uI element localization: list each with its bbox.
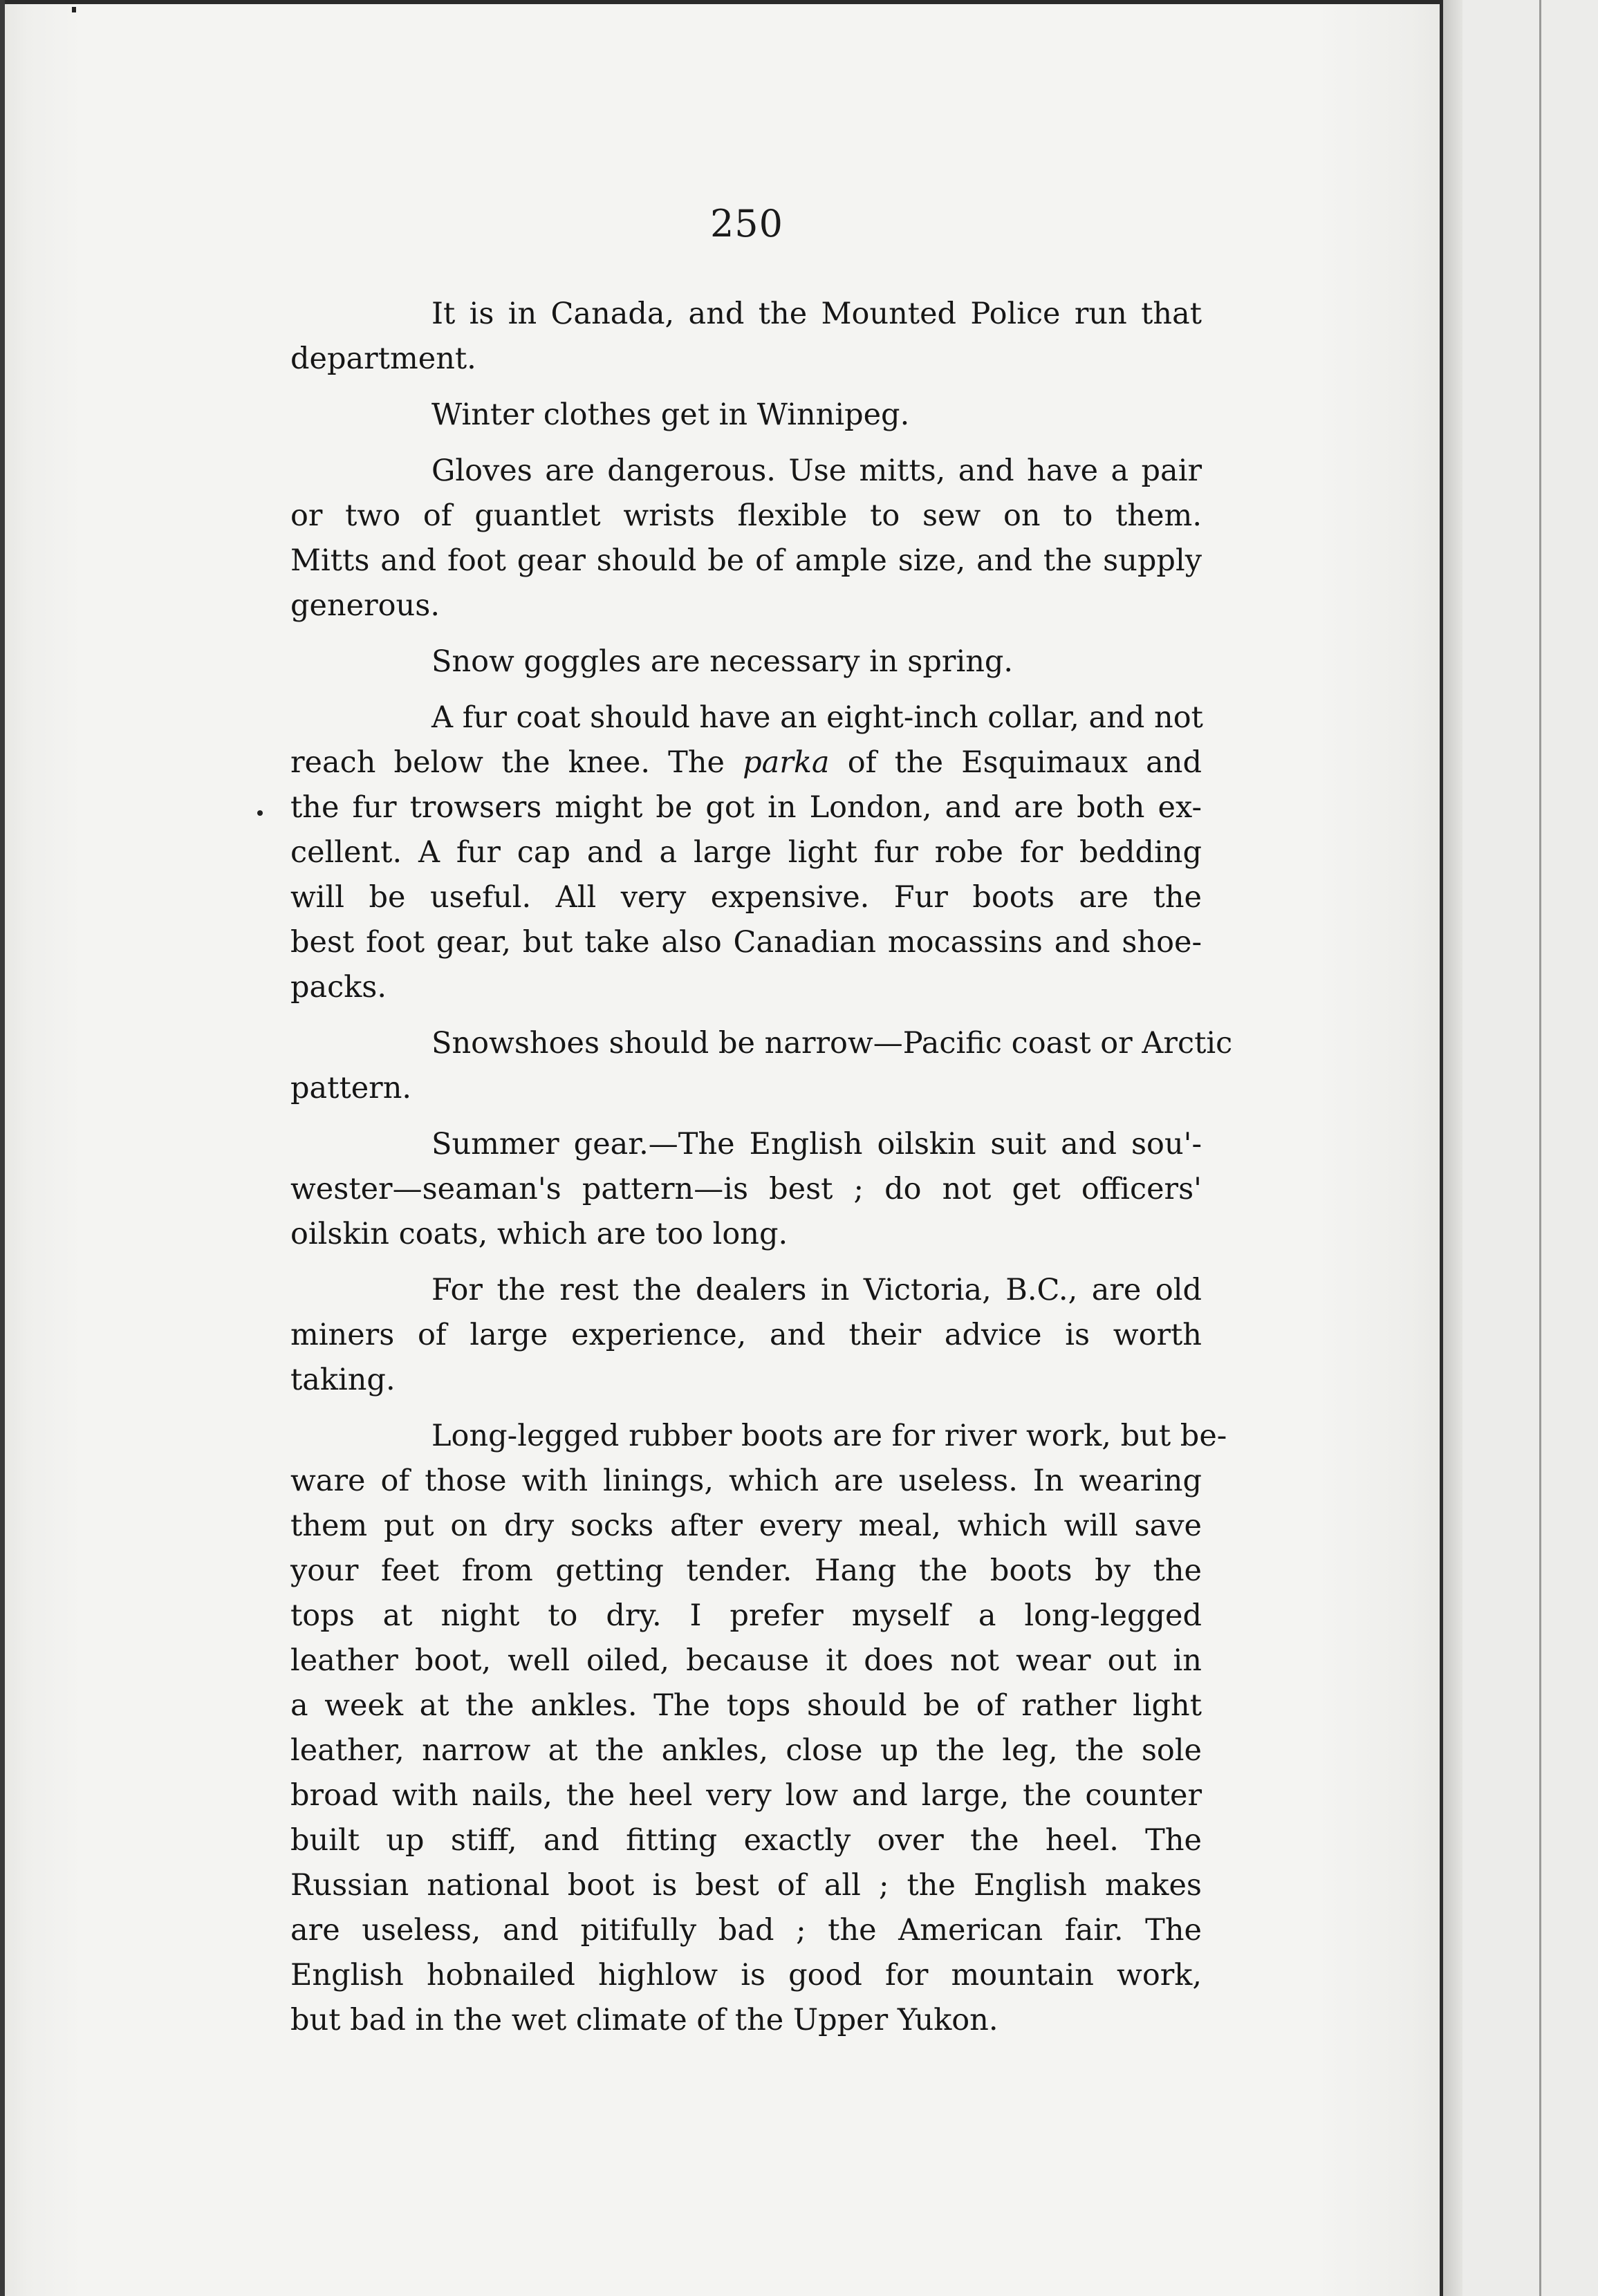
text-line: Mitts and foot gear should be of ample size, and the supply <box>290 543 1202 578</box>
paragraph-snowshoes <box>290 1021 1233 1111</box>
text-line: leather boot, well oiled, because it does not wear out in <box>290 1643 1202 1678</box>
text-line: generous. <box>290 588 440 623</box>
paragraph-canada <box>290 292 1202 382</box>
binding-shadow <box>1443 0 1462 2296</box>
text-line: pattern. <box>290 1071 412 1105</box>
adjacent-page-strip <box>1462 0 1598 2296</box>
paragraph-dealers <box>290 1268 1202 1403</box>
text-line: oilskin coats, which are too long. <box>290 1217 788 1251</box>
text-line: your feet from getting tender. Hang the boots by the <box>290 1553 1202 1588</box>
text-line: Long-legged rubber boots are for river work, but be- <box>431 1419 1227 1453</box>
text-line: Snowshoes should be narrow—Pacific coast or Arctic <box>431 1026 1233 1061</box>
text-line: department. <box>290 342 476 376</box>
adjacent-page-edge <box>1539 0 1541 2296</box>
text-line: taking. <box>290 1363 396 1397</box>
scan-mark <box>72 7 76 12</box>
page-number: 250 <box>709 202 784 245</box>
text-line: English hobnailed highlow is good for mountain work, <box>290 1958 1202 1992</box>
text-line <box>290 740 1202 785</box>
text-line: It is in Canada, and the Mounted Police run that <box>431 297 1202 331</box>
text-line: wester—seaman's pattern—is best ; do not get officers' <box>290 1172 1202 1206</box>
body-text <box>290 292 1233 2054</box>
scan-top-border <box>0 0 1598 4</box>
italic-word: parka <box>743 745 830 780</box>
text-fragment: of the Esquimaux and <box>829 745 1202 780</box>
text-line: For the rest the dealers in Victoria, B.C., are old <box>431 1273 1202 1307</box>
text-line: broad with nails, the heel very low and large, the counter <box>290 1778 1202 1813</box>
text-line: cellent. A fur cap and a large light fur robe for bedding <box>290 835 1202 870</box>
text-line: them put on dry socks after every meal, which will save <box>290 1509 1202 1543</box>
text-line: Gloves are dangerous. Use mitts, and have a pair <box>431 454 1202 488</box>
text-line: Winter clothes get in Winnipeg. <box>431 398 910 432</box>
text-line: leather, narrow at the ankles, close up the leg, the sole <box>290 1733 1202 1768</box>
text-line: Russian national boot is best of all ; the English makes <box>290 1868 1202 1903</box>
paragraph-summer-gear <box>290 1122 1202 1257</box>
text-line: ware of those with linings, which are useless. In wearing <box>290 1464 1202 1498</box>
text-fragment: reach below the knee. The <box>290 745 743 780</box>
paragraph-rubber-boots <box>290 1414 1227 2043</box>
text-line: the fur trowsers might be got in London, and are both ex- <box>290 790 1202 825</box>
paragraph-gloves <box>290 449 1202 628</box>
paragraph-snow-goggles <box>290 640 1202 684</box>
margin-mark <box>257 810 263 816</box>
paragraph-winter-clothes <box>290 393 1202 438</box>
text-line: packs. <box>290 970 387 1005</box>
text-line: Summer gear.—The English oilskin suit and sou'- <box>431 1127 1202 1161</box>
text-line: miners of large experience, and their advice is worth <box>290 1318 1202 1352</box>
text-line: will be useful. All very expensive. Fur boots are the <box>290 880 1202 915</box>
text-line: or two of guantlet wrists flexible to sew on to them. <box>290 498 1202 533</box>
text-line: a week at the ankles. The tops should be of rather light <box>290 1688 1202 1723</box>
text-line: are useless, and pitifully bad ; the American fair. The <box>290 1913 1202 1948</box>
paragraph-fur-coat <box>290 696 1202 1010</box>
text-line: but bad in the wet climate of the Upper Yukon. <box>290 2003 998 2037</box>
text-line: A fur coat should have an eight-inch collar, and not <box>431 700 1203 735</box>
text-line: best foot gear, but take also Canadian mocassins and shoe- <box>290 925 1202 960</box>
text-line: Snow goggles are necessary in spring. <box>431 644 1014 679</box>
scan-left-border <box>0 0 5 2296</box>
text-line: tops at night to dry. I prefer myself a long-legged <box>290 1598 1202 1633</box>
text-line: built up stiff, and fitting exactly over the heel. The <box>290 1823 1202 1858</box>
